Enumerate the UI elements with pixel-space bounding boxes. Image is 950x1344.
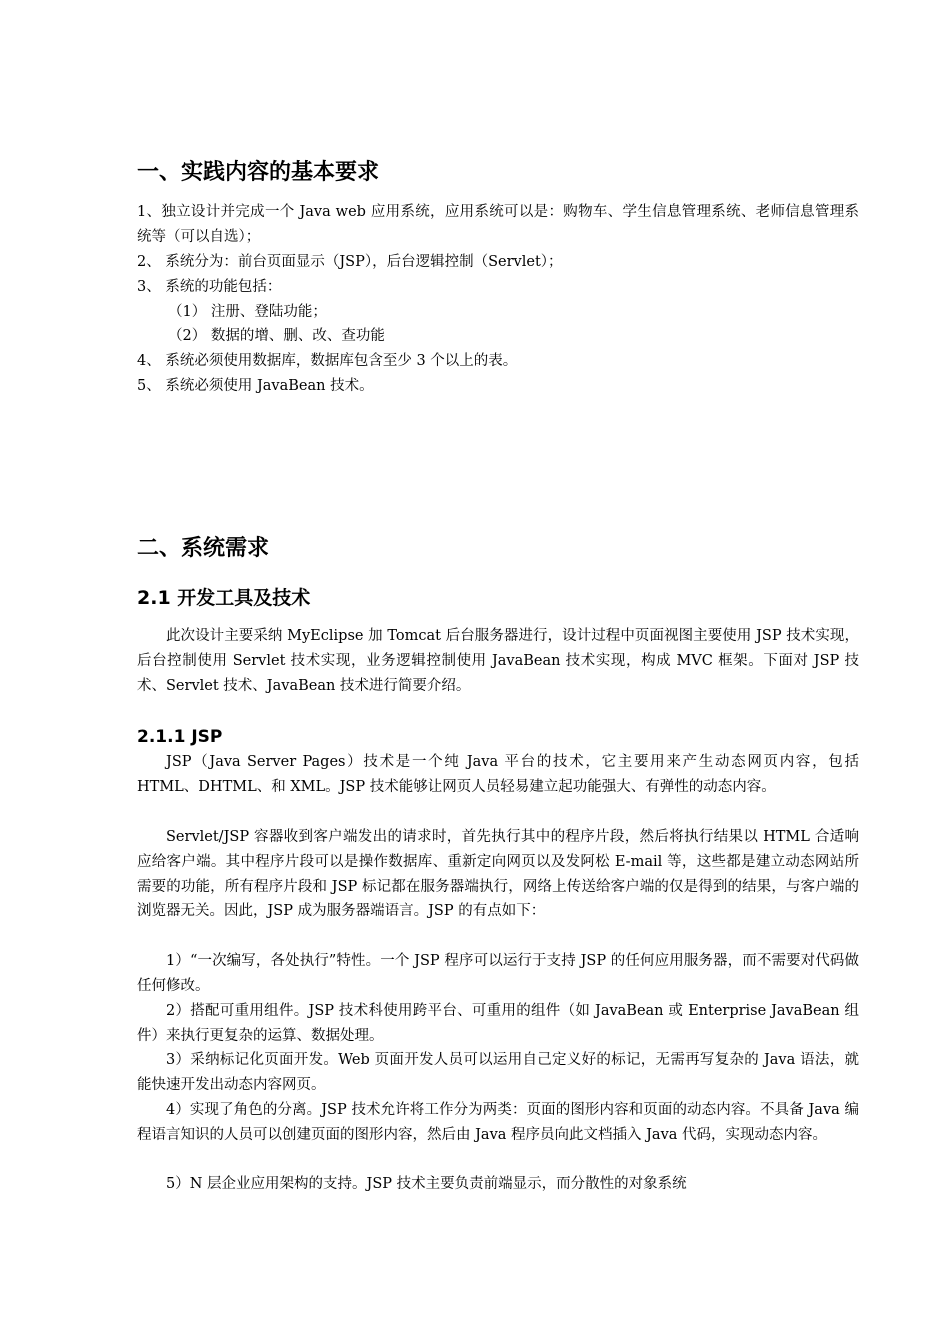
requirement-3a: （1） 注册、登陆功能；	[168, 304, 327, 320]
jsp-point-5: 5）N 层企业应用架构的支持。JSP 技术主要负责前端显示，而分散性的对象系统	[166, 1176, 687, 1192]
jsp-point-1: 1）“一次编写，各处执行”特性。一个 JSP 程序可以运行于支持 JSP 的任何应用服务器，而不需要对代码做任何修改。	[137, 953, 859, 994]
jsp-point-2: 2）搭配可重用组件。JSP 技术科使用跨平台、可重用的组件（如 JavaBean 或 Enterprise JavaBean 组件）来执行更复杂的运算、数据处理。	[137, 1003, 859, 1044]
requirement-4: 4、 系统必须使用数据库，数据库包含至少 3 个以上的表。	[137, 353, 518, 369]
subsection-2-1-title: 2.1 开发工具及技术	[137, 587, 311, 609]
requirement-3b: （2） 数据的增、删、改、查功能	[168, 328, 385, 344]
section2-title: 二、系统需求	[137, 536, 270, 561]
section1-title: 一、实践内容的基本要求	[137, 160, 380, 185]
jsp-paragraph-2: Servlet/JSP 容器收到客户端发出的请求时，首先执行其中的程序片段，然后将执行结果以 HTML 合适响应给客户端。其中程序片段可以是操作数据库、重新定向网页以及发阿松 E-mail 等，这些都是建立动态网站所需要的功能，所有程序片段和 JSP 标记都在服务器端执行，网络上传送给客户端的仅是得到的结果，与客户端的浏览器无关。因此，JSP 成为服务器端语言。JSP 的有点如下：	[137, 829, 859, 920]
requirement-1: 1、独立设计并完成一个 Java web 应用系统，应用系统可以是：购物车、学生信息管理系统、老师信息管理系统等（可以自选）；	[137, 204, 859, 245]
requirement-5: 5、 系统必须使用 JavaBean 技术。	[137, 378, 374, 394]
requirement-2: 2、 系统分为：前台页面显示（JSP），后台逻辑控制（Servlet）；	[137, 254, 563, 270]
subsection-2-1-1-title: 2.1.1 JSP	[137, 727, 223, 747]
intro-paragraph: 此次设计主要采纳 MyEclipse 加 Tomcat 后台服务器进行，设计过程中页面视图主要使用 JSP 技术实现，后台控制使用 Servlet 技术实现，业务逻辑控制使用 JavaBean 技术实现，构成 MVC 框架。下面对 JSP 技术、Servlet 技术、JavaBean 技术进行简要介绍。	[137, 628, 859, 694]
jsp-point-3: 3）采纳标记化页面开发。Web 页面开发人员可以运用自己定义好的标记，无需再写复杂的 Java 语法，就能快速开发出动态内容网页。	[137, 1052, 859, 1093]
requirement-3: 3、 系统的功能包括：	[137, 279, 282, 295]
jsp-paragraph-1: JSP（Java Server Pages）技术是一个纯 Java 平台的技术，它主要用来产生动态网页内容，包括 HTML、DHTML、和 XML。JSP 技术能够让网页人员轻易建立起功能强大、有弹性的动态内容。	[137, 754, 859, 795]
jsp-point-4: 4）实现了角色的分离。JSP 技术允许将工作分为两类：页面的图形内容和页面的动态内容。不具备 Java 编程语言知识的人员可以创建页面的图形内容，然后由 Java 程序员向此文档插入 Java 代码，实现动态内容。	[137, 1102, 859, 1143]
